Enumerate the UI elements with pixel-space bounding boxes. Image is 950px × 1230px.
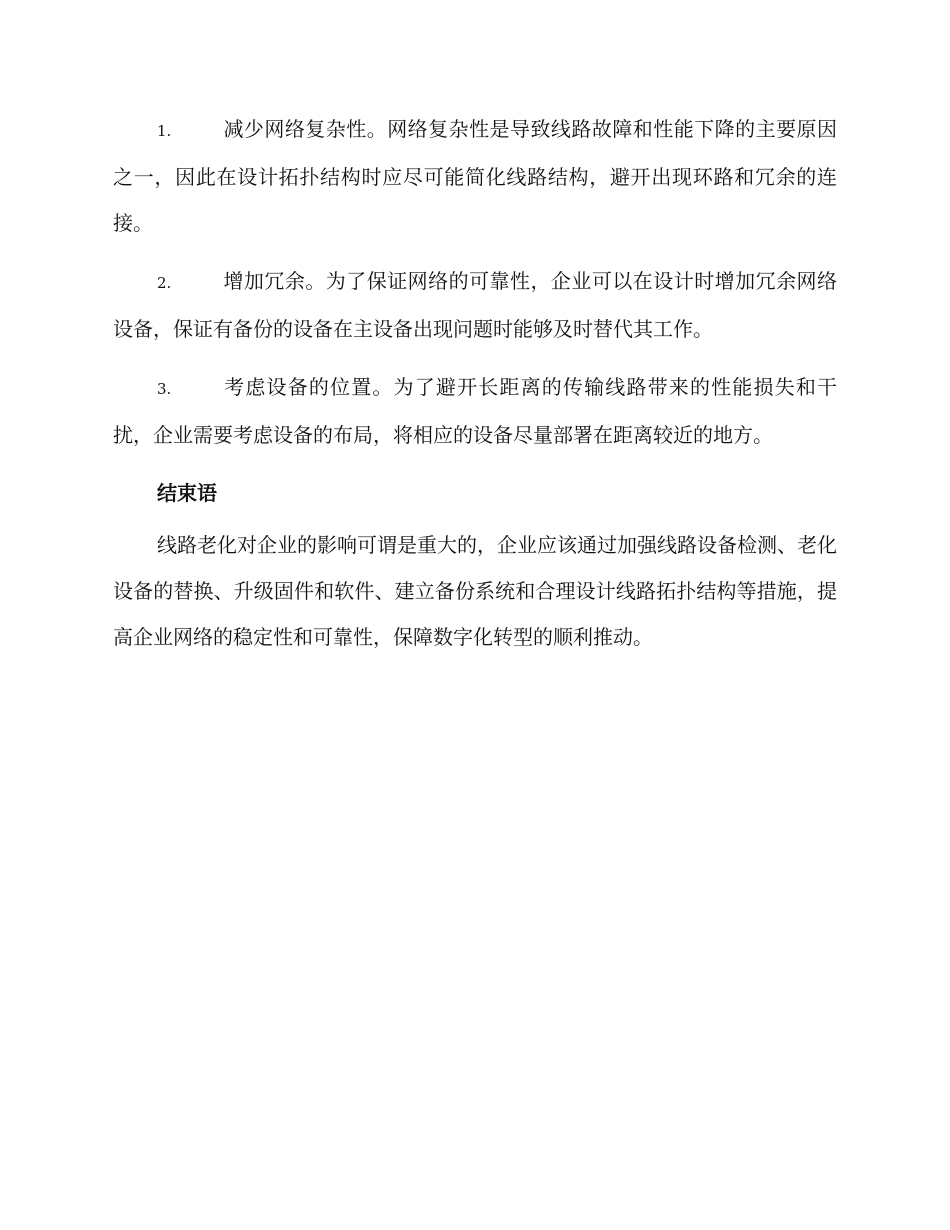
list-item-text: 减少网络复杂性。网络复杂性是导致线路故障和性能下降的主要原因之一，因此在设计拓扑结构时应尽可能简化线路结构，避开出现环路和冗余的连接。 [113, 117, 837, 235]
list-item-2 [113, 258, 837, 352]
list-item-text: 增加冗余。为了保证网络的可靠性，企业可以在设计时增加冗余网络设备，保证有备份的设备在主设备出现问题时能够及时替代其工作。 [113, 269, 837, 341]
list-item-3 [113, 364, 837, 458]
list-item-1 [113, 106, 837, 246]
list-number: 2. [157, 274, 172, 292]
list-number: 3. [157, 380, 172, 398]
list-number: 1. [157, 122, 172, 140]
section-heading: 结束语 [157, 481, 217, 505]
conclusion-paragraph: 线路老化对企业的影响可谓是重大的，企业应该通过加强线路设备检测、老化设备的替换、升级固件和软件、建立备份系统和合理设计线路拓扑结构等措施，提高企业网络的稳定性和可靠性，保障数字化转型的顺利推动。 [113, 533, 837, 649]
list-item-text: 考虑设备的位置。为了避开长距离的传输线路带来的性能损失和干扰，企业需要考虑设备的布局，将相应的设备尽量部署在距离较近的地方。 [113, 375, 837, 447]
